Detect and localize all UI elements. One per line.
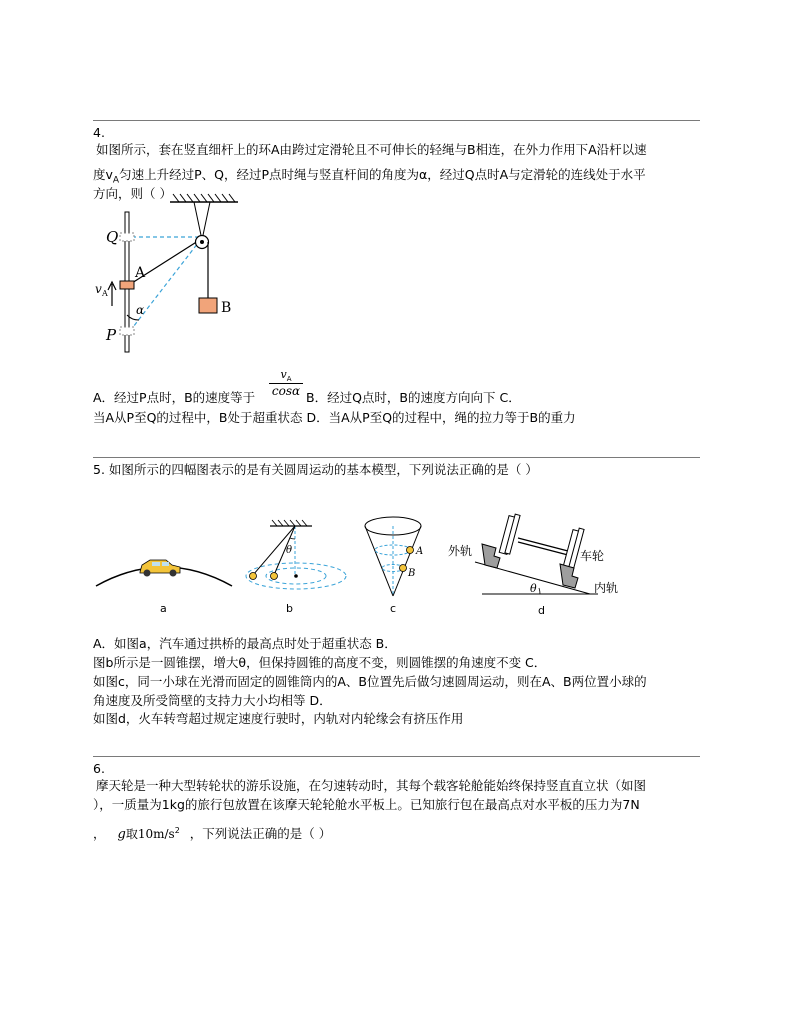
q4-figure (90, 190, 250, 360)
q4-options-line1: A．经过P点时，B的速度等于 (93, 390, 256, 405)
q5-stem: 5. 如图所示的四幅图表示的是有关圆周运动的基本模型，下列说法正确的是（ ） (93, 462, 538, 477)
q4-stem-line1: 如图所示，套在竖直细杆上的环A由跨过定滑轮且不可伸长的轻绳与B相连，在外力作用下A沿杆以速 (96, 142, 647, 157)
q5-figure-b (240, 520, 355, 615)
label-b: b (286, 602, 293, 615)
q6-stem-line2: ），一质量为1kg的旅行包放置在该摩天轮轮舱水平板上。已知旅行包在最高点对水平板的压力为7N (93, 797, 640, 812)
label-outer-rail: 外轨 (448, 544, 473, 558)
q5-figure-d (440, 510, 630, 618)
fraction-denominator: cosα (271, 384, 301, 398)
q5-option-line: A．如图a，汽车通过拱桥的最高点时处于超重状态 B． (93, 636, 397, 651)
q6-stem-line1: 摩天轮是一种大型转轮状的游乐设施，在匀速转动时，其每个载客轮舱能始终保持竖直直立状（如图 (96, 778, 647, 793)
label-b: B (221, 300, 232, 316)
q5-option-line: 角速度及所受筒壁的支持力大小均相等 D． (93, 693, 332, 708)
label-theta-d: θ (530, 582, 537, 595)
q4-options-line1-cont: B．经过Q点时，B的速度方向向下 C． (306, 390, 521, 405)
label-v-sub: A (102, 289, 108, 298)
q5-figure-a (94, 540, 234, 615)
label-wheel: 车轮 (580, 549, 605, 563)
label-a: a (160, 602, 167, 615)
q4-options-line2: 当A从P至Q的过程中，B处于超重状态 D．当A从P至Q的过程中，绳的拉力等于B的重力 (93, 410, 576, 425)
q6-stem-line3: ， g取$10m/s^2$ ，下列说法正确的是（ ） (93, 826, 332, 843)
label-d: d (538, 604, 545, 617)
fraction-numerator: $v_A$ (280, 368, 292, 384)
q5-figure-c (360, 514, 430, 616)
label-a: A (135, 265, 146, 281)
label-q: Q (106, 228, 119, 246)
divider (93, 457, 700, 458)
label-c: c (390, 602, 397, 615)
label-v: v (95, 282, 102, 296)
question-number: 4. (93, 125, 105, 140)
label-ring-b: B (408, 568, 416, 579)
label-p: P (106, 326, 117, 344)
q4-stem-line2: 度$v_A$匀速上升经过P、Q，经过P点时绳与竖直杆间的角度为α，经过Q点时A与定滑轮的连线处于水平 (93, 167, 646, 186)
q4-stem-line3: 方向，则（ ） (93, 186, 172, 201)
label-ring-a: A (416, 546, 424, 557)
question-number: 6. (93, 761, 105, 776)
q5-option-line: 如图d，火车转弯超过规定速度行驶时，内轨对内轮缘会有挤压作用 (93, 711, 464, 726)
divider (93, 120, 700, 121)
divider (93, 756, 700, 757)
q5-option-line: 图b所示是一圆锥摆，增大θ，但保持圆锥的高度不变，则圆锥摆的角速度不变 C． (93, 655, 547, 670)
label-alpha: α (136, 303, 145, 317)
q5-option-line: 如图c，同一小球在光滑而固定的圆锥筒内的A、B位置先后做匀速圆周运动，则在A、B两位置小球的 (93, 674, 647, 689)
label-theta: θ (286, 545, 293, 556)
label-inner-rail: 内轨 (594, 581, 619, 595)
